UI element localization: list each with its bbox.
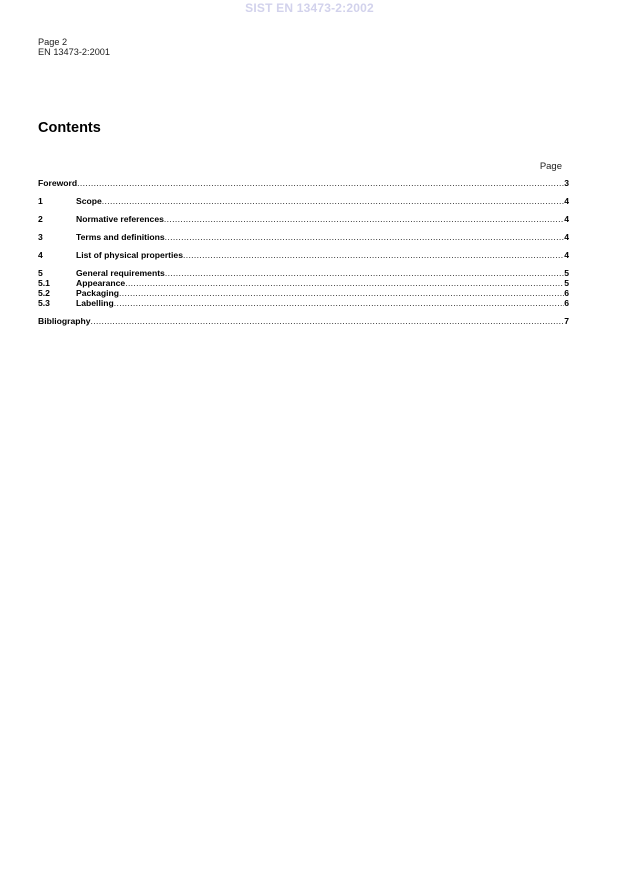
table-of-contents xyxy=(38,178,569,326)
toc-page: 7 xyxy=(564,316,569,326)
toc-page: 4 xyxy=(564,232,569,242)
toc-number: 5.1 xyxy=(38,278,50,288)
toc-page: 6 xyxy=(564,298,569,308)
page-column-label: Page xyxy=(539,161,562,172)
watermark: SIST EN 13473-2:2002 xyxy=(245,1,374,15)
page-number: Page 2 xyxy=(38,37,68,47)
toc-number: 1 xyxy=(38,196,43,206)
dot-leader xyxy=(91,316,565,326)
page-title: Contents xyxy=(38,120,101,136)
toc-page: 4 xyxy=(564,196,569,206)
toc-page: 5 xyxy=(564,268,569,278)
toc-number: 5.2 xyxy=(38,288,50,298)
standard-id: EN 13473-2:2001 xyxy=(38,47,111,57)
toc-label: Appearance xyxy=(76,278,126,288)
toc-entry-bibliography[interactable] xyxy=(38,316,569,326)
toc-number: 3 xyxy=(38,232,43,242)
toc-entry-scope[interactable] xyxy=(38,196,569,206)
toc-entry-list-of-physical-properties[interactable] xyxy=(38,250,569,260)
toc-label: Packaging xyxy=(76,288,119,298)
toc-number: 4 xyxy=(38,250,43,260)
dot-leader xyxy=(165,268,564,278)
toc-entry-appearance[interactable] xyxy=(38,278,569,288)
toc-label: Bibliography xyxy=(38,316,91,326)
toc-label: List of physical properties xyxy=(76,250,183,260)
toc-label: General requirements xyxy=(76,268,165,278)
toc-page: 5 xyxy=(564,278,569,288)
toc-number: 2 xyxy=(38,214,43,224)
toc-label: Terms and definitions xyxy=(76,232,165,242)
dot-leader xyxy=(102,196,564,206)
toc-entry-general-requirements[interactable] xyxy=(38,268,569,278)
dot-leader xyxy=(114,298,564,308)
toc-entry-terms-and-definitions[interactable] xyxy=(38,232,569,242)
dot-leader xyxy=(125,278,564,288)
dot-leader xyxy=(164,214,564,224)
dot-leader xyxy=(183,250,564,260)
toc-page: 3 xyxy=(564,178,569,188)
toc-entry-foreword[interactable] xyxy=(38,178,569,188)
dot-leader xyxy=(165,232,565,242)
toc-label: Scope xyxy=(76,196,102,206)
toc-entry-normative-references[interactable] xyxy=(38,214,569,224)
dot-leader xyxy=(119,288,564,298)
toc-page: 4 xyxy=(564,214,569,224)
toc-entry-labelling[interactable] xyxy=(38,298,569,308)
toc-number: 5 xyxy=(38,268,43,278)
toc-entry-packaging[interactable] xyxy=(38,288,569,298)
toc-page: 4 xyxy=(564,250,569,260)
toc-page: 6 xyxy=(564,288,569,298)
dot-leader xyxy=(77,178,564,188)
toc-label: Labelling xyxy=(76,298,114,308)
toc-number: 5.3 xyxy=(38,298,50,308)
toc-label: Foreword xyxy=(38,178,78,188)
toc-label: Normative references xyxy=(76,214,164,224)
page-header xyxy=(38,37,110,57)
